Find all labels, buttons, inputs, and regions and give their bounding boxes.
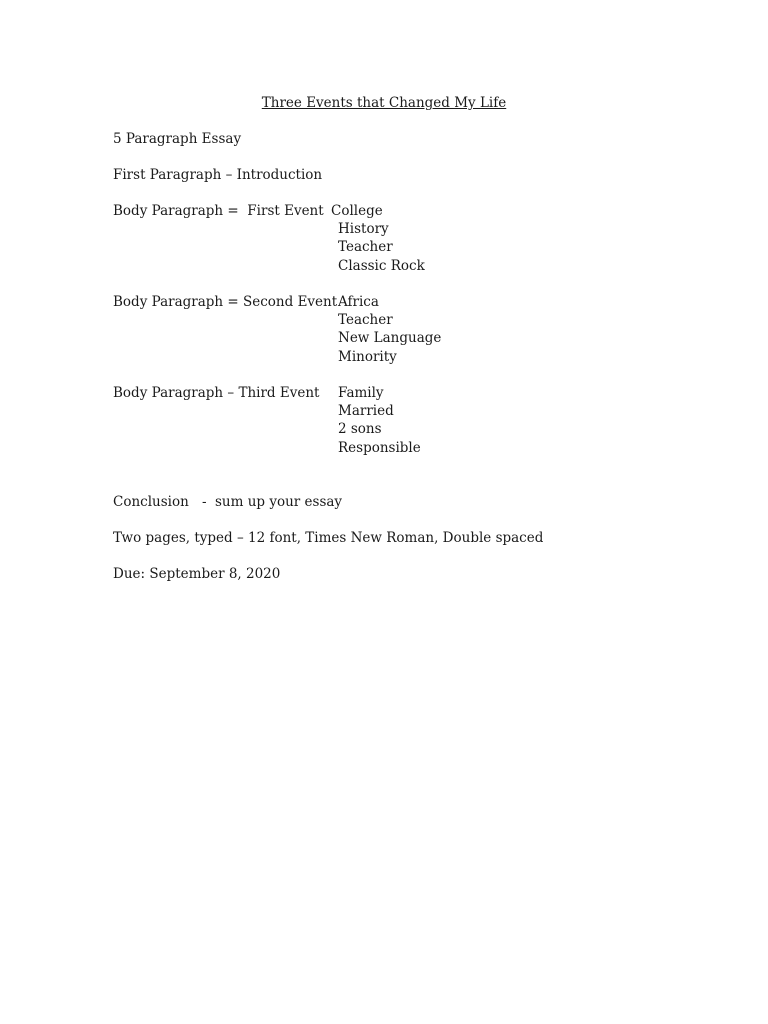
list-item: Married bbox=[338, 403, 394, 420]
section-label: Body Paragraph – Third Event bbox=[113, 385, 320, 401]
due-date: Due: September 8, 2020 bbox=[113, 566, 281, 582]
conclusion-label: Conclusion bbox=[113, 494, 189, 510]
section-label: Body Paragraph = First Event bbox=[113, 203, 324, 219]
section-items bbox=[331, 202, 425, 275]
list-item: Family bbox=[338, 385, 384, 401]
list-item: Teacher bbox=[338, 312, 393, 329]
requirements-line: Two pages, typed – 12 font, Times New Roman, Double spaced bbox=[113, 530, 544, 546]
list-item: Classic Rock bbox=[338, 257, 425, 274]
conclusion-dash: - bbox=[202, 494, 207, 510]
list-item: Teacher bbox=[338, 239, 393, 256]
conclusion-text: sum up your essay bbox=[215, 494, 343, 510]
list-item: 2 sons bbox=[338, 421, 382, 438]
section-items bbox=[338, 293, 441, 366]
list-item: History bbox=[338, 221, 389, 238]
list-item: College bbox=[331, 203, 383, 219]
section-items bbox=[338, 384, 421, 457]
list-item: Minority bbox=[338, 348, 397, 365]
list-item: Africa bbox=[338, 294, 379, 310]
essay-type: 5 Paragraph Essay bbox=[113, 131, 242, 147]
list-item: New Language bbox=[338, 330, 442, 347]
list-item: Responsible bbox=[338, 439, 421, 456]
section-label: Body Paragraph = Second Event bbox=[113, 294, 338, 310]
first-paragraph-line: First Paragraph – Introduction bbox=[113, 167, 323, 183]
document-title: Three Events that Changed My Life bbox=[261, 95, 507, 111]
